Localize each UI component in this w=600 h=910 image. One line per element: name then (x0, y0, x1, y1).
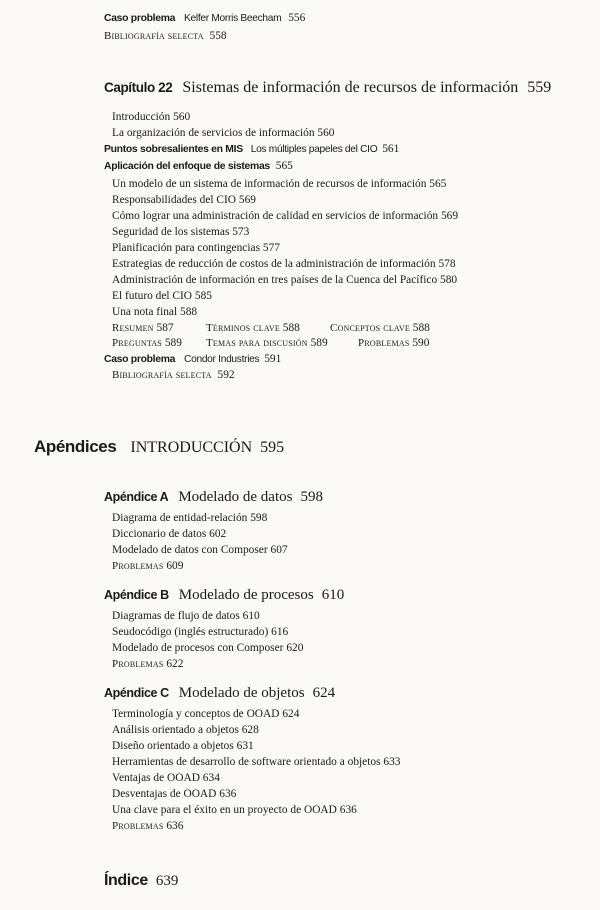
appendix-a (104, 488, 600, 574)
systems-approach-entry (104, 159, 600, 174)
summary-item: Preguntas 589 (112, 337, 182, 349)
appendix-b (104, 586, 600, 672)
chapter-title: Sistemas de información de recursos de información (182, 79, 519, 96)
case-problem-label: Caso problema (104, 354, 176, 365)
bibliography-page: 558 (209, 30, 227, 42)
appendix-title: Modelado de procesos (178, 587, 314, 603)
appendix-title: Modelado de datos (178, 489, 293, 505)
toc-entry: La organización de servicios de información 560 (112, 127, 335, 139)
appendix-page: 624 (312, 685, 336, 701)
chapter-22-heading (104, 79, 600, 97)
toc-entry: Análisis orientado a objetos 628 (112, 724, 259, 736)
mis-highlights-label: Puntos sobresalientes en MIS (104, 144, 243, 155)
appendices-intro: INTRODUCCIÓN (130, 439, 253, 456)
index-heading (104, 872, 600, 890)
chapter-22-entries (104, 110, 600, 383)
bibliography-entry (104, 29, 600, 44)
appendix-label: Apéndice C (104, 686, 169, 700)
previous-chapter-tail (104, 11, 600, 44)
bibliography-label: Bibliografía selecta (104, 30, 204, 42)
toc-entry: Diccionario de datos 602 (112, 528, 227, 540)
toc-entry: Un modelo de un sistema de información de recursos de información 565 (112, 178, 447, 190)
systems-approach-label: Aplicación del enfoque de sistemas (104, 161, 270, 172)
appendices-heading (34, 437, 600, 457)
summary-item: Conceptos clave 588 (330, 322, 430, 334)
summary-item: Problemas 590 (358, 337, 430, 349)
case-problem-entry (104, 352, 600, 367)
toc-entry: Herramientas de desarrollo de software orientado a objetos 633 (112, 756, 401, 768)
appendices-intro-page: 595 (260, 439, 285, 456)
index-page: 639 (155, 873, 179, 889)
summary-item: Resumen 587 (112, 322, 174, 334)
case-problem-page: 556 (288, 12, 306, 24)
mis-highlights-title: Los múltiples papeles del CIO (250, 144, 378, 155)
toc-entry: Seguridad de los sistemas 573 (112, 226, 250, 238)
toc-entry: Diseño orientado a objetos 631 (112, 740, 254, 752)
mis-highlights-page: 561 (382, 143, 400, 155)
toc-entry: Introducción 560 (112, 111, 191, 123)
toc-entry: Una clave para el éxito en un proyecto de OOAD 636 (112, 804, 357, 816)
toc-entry: Modelado de procesos con Composer 620 (112, 642, 304, 654)
problems-entry: Problemas 622 (112, 658, 184, 670)
summary-row (112, 321, 600, 336)
toc-entry: Una nota final 588 (112, 306, 198, 318)
appendix-heading (104, 684, 600, 702)
appendix-c (104, 684, 600, 834)
bibliography-entry (112, 368, 600, 383)
case-problem-entry (104, 11, 600, 26)
toc-entry: Cómo lograr una administración de calidad en servicios de información 569 (112, 210, 459, 222)
toc-entry: Terminología y conceptos de OOAD 624 (112, 708, 300, 720)
appendix-label: Apéndice B (104, 588, 169, 602)
appendix-title: Modelado de objetos (178, 685, 305, 701)
summary-item: Temas para discusión 589 (206, 337, 328, 349)
toc-entry: Diagramas de flujo de datos 610 (112, 610, 260, 622)
appendix-heading (104, 586, 600, 604)
toc-entry: Seudocódigo (inglés estructurado) 616 (112, 626, 289, 638)
mis-highlights-entry (104, 142, 600, 157)
bibliography-label: Bibliografía selecta (112, 369, 212, 381)
bibliography-page: 592 (217, 369, 235, 381)
case-problem-title: Kelfer Morris Beecham (184, 13, 282, 24)
toc-entry: Modelado de datos con Composer 607 (112, 544, 288, 556)
index-label: Índice (104, 872, 148, 889)
appendix-page: 610 (321, 587, 345, 603)
chapter-label: Capítulo 22 (104, 80, 173, 95)
toc-entry: Planificación para contingencias 577 (112, 242, 280, 254)
summary-row (112, 336, 600, 351)
appendix-heading (104, 488, 600, 506)
chapter-page: 559 (527, 79, 552, 96)
problems-entry: Problemas 609 (112, 560, 184, 572)
appendix-label: Apéndice A (104, 490, 169, 504)
problems-entry: Problemas 636 (112, 820, 184, 832)
case-problem-title: Condor Industries (184, 354, 260, 365)
toc-entry: Desventajas de OOAD 636 (112, 788, 237, 800)
toc-entry: Diagrama de entidad-relación 598 (112, 512, 268, 524)
toc-entry: Estrategias de reducción de costos de la administración de información 578 (112, 258, 456, 270)
toc-entry: El futuro del CIO 585 (112, 290, 212, 302)
systems-approach-page: 565 (275, 160, 293, 172)
toc-entry: Ventajas de OOAD 634 (112, 772, 220, 784)
case-problem-page: 591 (264, 353, 282, 365)
toc-entry: Responsabilidades del CIO 569 (112, 194, 256, 206)
appendix-page: 598 (300, 489, 323, 505)
toc-entry: Administración de información en tres países de la Cuenca del Pacífico 580 (112, 274, 458, 286)
case-problem-label: Caso problema (104, 13, 176, 24)
summary-item: Términos clave 588 (206, 322, 300, 334)
appendices-label: Apéndices (34, 437, 117, 456)
